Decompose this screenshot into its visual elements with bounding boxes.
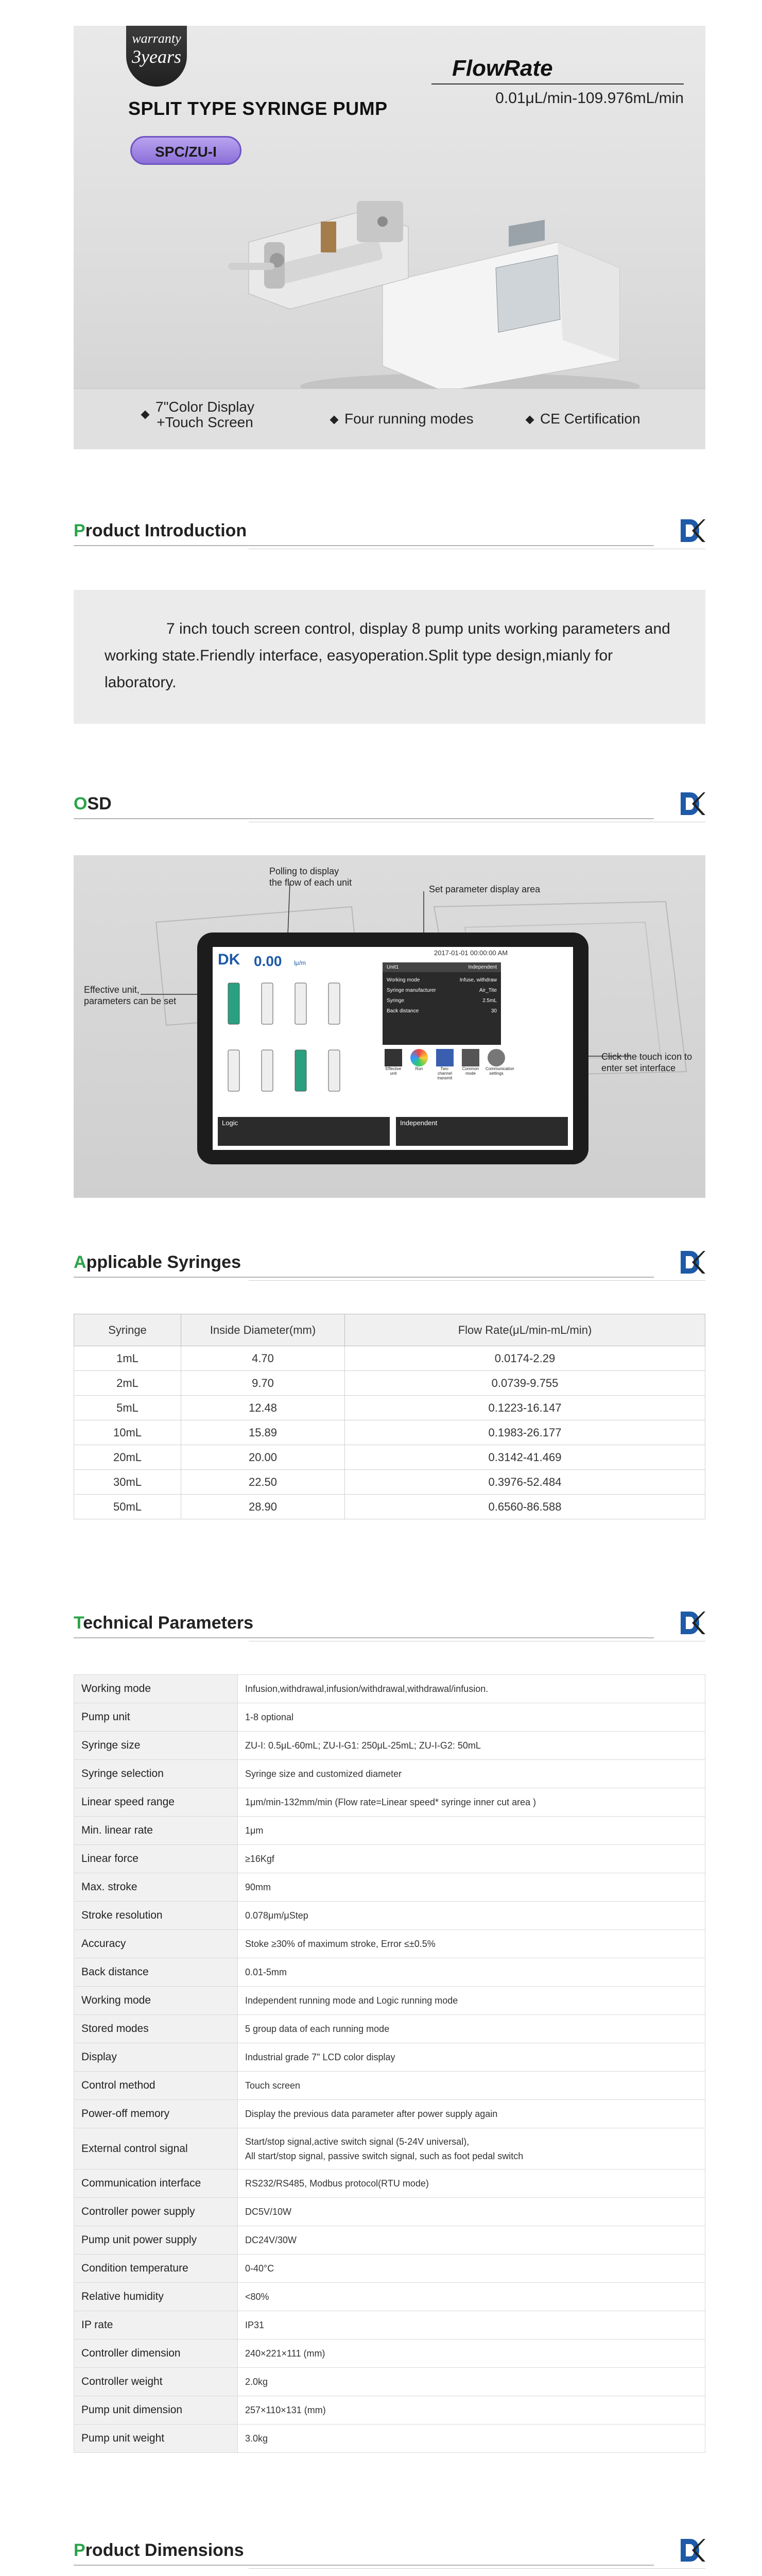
param-name: Condition temperature: [74, 2255, 238, 2283]
callout-polling-line1: Polling to display: [269, 866, 339, 876]
table-row: [74, 2015, 705, 2043]
table-cell: 12.48: [181, 1396, 345, 1420]
table-row: [74, 2072, 705, 2100]
table-row: [74, 1902, 705, 1930]
warranty-word: warranty: [132, 31, 181, 46]
param-value: Touch screen: [238, 2072, 705, 2100]
section-title: [74, 2540, 244, 2561]
table-row: [74, 2368, 705, 2396]
param-value: 3.0kg: [238, 2425, 705, 2453]
syringes-table-body: [74, 1346, 705, 1519]
param-value: 30: [491, 1008, 497, 1014]
table-cell: 0.6560-86.588: [345, 1495, 705, 1519]
param-value: 2.5mL: [482, 998, 497, 1004]
title-initial: A: [74, 1252, 86, 1272]
tablet-screen: [213, 947, 573, 1150]
independent-bar[interactable]: [396, 1117, 568, 1146]
title-initial: O: [74, 794, 88, 814]
param-key: Syringe manufacturer: [387, 988, 436, 993]
table-cell: 10mL: [74, 1420, 181, 1445]
table-cell: 9.70: [181, 1371, 345, 1396]
logic-label: Logic: [222, 1119, 238, 1127]
param-key: Syringe: [387, 998, 404, 1004]
param-unit-label: Unit1: [387, 964, 399, 970]
hero-banner: [74, 26, 705, 449]
feature-bar: [74, 388, 705, 449]
param-value: ZU-I: 0.5μL-60mL; ZU-I-G1: 250μL-25mL; ZU-I-G2: 50mL: [238, 1732, 705, 1760]
flowrate-divider: [431, 83, 684, 84]
param-name: Pump unit: [74, 1703, 238, 1732]
screen-logo-icon: DK: [218, 951, 240, 968]
table-row: [74, 2311, 705, 2340]
feature-display: [142, 399, 254, 430]
title-rest: echnical Parameters: [83, 1613, 254, 1633]
table-cell: 22.50: [181, 1470, 345, 1495]
table-row: [74, 1987, 705, 2015]
column-header: Syringe: [74, 1314, 181, 1346]
callout-polling: [269, 866, 352, 888]
table-row: [74, 1346, 705, 1371]
param-value: ≥16Kgf: [238, 1845, 705, 1873]
callout-set-param: Set parameter display area: [429, 884, 541, 894]
table-row: [74, 2255, 705, 2283]
effective-unit-button[interactable]: [383, 1049, 404, 1080]
icon-label: Common mode: [462, 1066, 479, 1076]
syringe-grid: [218, 978, 372, 1117]
table-cell: 15.89: [181, 1420, 345, 1445]
table-row: [74, 1703, 705, 1732]
param-value: <80%: [238, 2283, 705, 2311]
param-value: 0.078μm/μStep: [238, 1902, 705, 1930]
callout-touch-icon: [601, 1051, 692, 1074]
table-cell: 28.90: [181, 1495, 345, 1519]
param-panel[interactable]: [383, 962, 501, 1045]
section-rule: [74, 2565, 654, 2566]
table-row: [74, 2283, 705, 2311]
table-cell: 2mL: [74, 1371, 181, 1396]
param-name: Controller weight: [74, 2368, 238, 2396]
param-value: Infuse, withdraw: [459, 977, 497, 983]
dk-logo-icon: [679, 790, 705, 817]
feature-modes: [331, 411, 474, 427]
table-row: [74, 1495, 705, 1519]
param-value: Infusion,withdrawal,infusion/withdrawal,withdrawal/infusion.: [238, 1675, 705, 1703]
title-rest: roduct Introduction: [85, 521, 247, 540]
param-name: External control signal: [74, 2128, 238, 2170]
feature-ce: [527, 411, 640, 427]
table-row: [74, 2128, 705, 2170]
table-cell: 0.1223-16.147: [345, 1396, 705, 1420]
param-name: Stroke resolution: [74, 1902, 238, 1930]
screen-datetime: 2017-01-01 00:00:00 AM: [434, 949, 508, 957]
table-row: [74, 2340, 705, 2368]
table-cell: 0.3142-41.469: [345, 1445, 705, 1470]
title-initial: T: [74, 1613, 83, 1633]
title-rest: SD: [87, 794, 112, 814]
table-cell: 20mL: [74, 1445, 181, 1470]
param-value: DC5V/10W: [238, 2198, 705, 2226]
diamond-icon: [526, 415, 534, 424]
table-cell: 5mL: [74, 1396, 181, 1420]
dk-logo-icon: [679, 1249, 705, 1276]
model-badge: SPC/ZU-I: [130, 136, 241, 165]
table-row: [74, 1470, 705, 1495]
table-cell: 0.1983-26.177: [345, 1420, 705, 1445]
independent-label: Independent: [400, 1119, 438, 1127]
tech-params-body: [74, 1675, 705, 2453]
intro-panel: [74, 590, 705, 724]
table-row: [74, 1845, 705, 1873]
param-name: Controller power supply: [74, 2198, 238, 2226]
param-name: Linear speed range: [74, 1788, 238, 1817]
param-name: Min. linear rate: [74, 1817, 238, 1845]
param-name: Power-off memory: [74, 2100, 238, 2128]
section-header-intro: [74, 515, 705, 546]
table-row: [74, 1371, 705, 1396]
table-header-row: [74, 1314, 705, 1346]
table-row: [74, 1760, 705, 1788]
screen-flow-unit: lμ/m: [294, 959, 306, 967]
table-row: [74, 1930, 705, 1958]
table-row: [74, 2100, 705, 2128]
icon-label: Communication settings: [486, 1066, 514, 1076]
table-row: [74, 1788, 705, 1817]
table-row: [74, 1675, 705, 1703]
table-row: [74, 1817, 705, 1845]
param-name: Controller dimension: [74, 2340, 238, 2368]
title-initial: P: [74, 2540, 85, 2560]
param-value: Industrial grade 7" LCD color display: [238, 2043, 705, 2072]
section-title: [74, 794, 112, 814]
syringes-table: [74, 1314, 705, 1519]
icon-label: Two-channel transmit: [437, 1066, 453, 1080]
table-row: [74, 2226, 705, 2255]
section-rule: [74, 818, 654, 819]
section-header-dims: [74, 2535, 705, 2566]
callout-effective: [84, 984, 176, 1007]
param-value: Independent running mode and Logic running mode: [238, 1987, 705, 2015]
param-value: 1μm/min-132mm/min (Flow rate=Linear speed* syringe inner cut area ): [238, 1788, 705, 1817]
flowrate-range: 0.01μL/min-109.976mL/min: [495, 90, 684, 107]
intro-text: 7 inch touch screen control, display 8 pump units working parameters and working state.Friendly interface, easyoperation.Split type design,mianly for laboratory.: [105, 620, 670, 691]
table-row: [74, 2396, 705, 2425]
table-row: [74, 1873, 705, 1902]
table-row: [74, 2198, 705, 2226]
callout-effective-line1: Effective unit,: [84, 985, 140, 995]
tech-params-table: [74, 1674, 705, 2453]
section-header-syringes: [74, 1247, 705, 1278]
pump-product-image: [228, 165, 666, 402]
param-value: Display the previous data parameter after power supply again: [238, 2100, 705, 2128]
table-cell: 0.3976-52.484: [345, 1470, 705, 1495]
callout-touch-line2: enter set interface: [601, 1063, 676, 1073]
table-row: [74, 1396, 705, 1420]
param-name: Working mode: [74, 1987, 238, 2015]
mode-bars: [218, 1117, 568, 1146]
osd-illustration: [74, 855, 705, 1198]
param-mode-label: Independent: [468, 964, 497, 970]
param-value: Air_Tite: [479, 988, 497, 993]
param-name: Control method: [74, 2072, 238, 2100]
param-row: [387, 986, 497, 996]
param-name: Pump unit dimension: [74, 2396, 238, 2425]
param-name: Syringe size: [74, 1732, 238, 1760]
param-name: IP rate: [74, 2311, 238, 2340]
run-button[interactable]: [408, 1049, 430, 1080]
param-name: Back distance: [74, 1958, 238, 1987]
param-value: 2.0kg: [238, 2368, 705, 2396]
param-name: Stored modes: [74, 2015, 238, 2043]
table-row: [74, 1732, 705, 1760]
param-value: Syringe size and customized diameter: [238, 1760, 705, 1788]
table-cell: 30mL: [74, 1470, 181, 1495]
table-row: [74, 2425, 705, 2453]
param-value-line: Start/stop signal,active switch signal (5-24V universal),: [245, 2136, 470, 2147]
screen-flow-value: 0.00: [254, 953, 282, 969]
section-header-osd: [74, 788, 705, 819]
param-value: RS232/RS485, Modbus protocol(RTU mode): [238, 2170, 705, 2198]
feature-modes-text: Four running modes: [344, 411, 474, 427]
table-cell: 4.70: [181, 1346, 345, 1371]
param-value: DC24V/30W: [238, 2226, 705, 2255]
param-value: IP31: [238, 2311, 705, 2340]
diamond-icon: [141, 411, 150, 419]
common-mode-button[interactable]: [460, 1049, 481, 1080]
param-name: Pump unit power supply: [74, 2226, 238, 2255]
dk-logo-icon: [679, 517, 705, 544]
param-value-line: All start/stop signal, passive switch signal, such as foot pedal switch: [245, 2150, 524, 2161]
param-value: 240×221×111 (mm): [238, 2340, 705, 2368]
callout-polling-line2: the flow of each unit: [269, 877, 352, 888]
param-value: 1μm: [238, 1817, 705, 1845]
param-name: Pump unit weight: [74, 2425, 238, 2453]
warranty-badge: [126, 26, 187, 87]
section-rule-thin: [249, 1280, 705, 1281]
product-title: SPLIT TYPE SYRINGE PUMP: [128, 98, 388, 119]
param-name: Working mode: [74, 1675, 238, 1703]
param-row: [387, 975, 497, 986]
title-initial: P: [74, 521, 85, 540]
title-rest: roduct Dimensions: [85, 2540, 244, 2560]
section-rule-thin: [249, 2568, 705, 2569]
feature-display-line1: 7"Color Display: [155, 399, 255, 415]
icon-label: Run: [415, 1066, 423, 1071]
param-name: Accuracy: [74, 1930, 238, 1958]
flowrate-label: FlowRate: [452, 56, 553, 81]
table-row: [74, 1445, 705, 1470]
param-value: Stoke ≥30% of maximum stroke, Error ≤±0.5%: [238, 1930, 705, 1958]
section-rule: [74, 545, 654, 546]
param-name: Communication interface: [74, 2170, 238, 2198]
param-value: 0.01-5mm: [238, 1958, 705, 1987]
tablet-device: [197, 933, 588, 1164]
param-name: Display: [74, 2043, 238, 2072]
table-cell: 0.0174-2.29: [345, 1346, 705, 1371]
table-cell: 0.0739-9.755: [345, 1371, 705, 1396]
section-rule: [74, 1277, 654, 1278]
warranty-years: 3years: [132, 46, 181, 67]
param-value: 257×110×131 (mm): [238, 2396, 705, 2425]
table-row: [74, 2043, 705, 2072]
column-header: Inside Diameter(mm): [181, 1314, 345, 1346]
param-key: Back distance: [387, 1008, 419, 1014]
dk-logo-icon: [679, 1609, 705, 1636]
param-value: 1-8 optional: [238, 1703, 705, 1732]
icon-label: Effective unit: [385, 1066, 402, 1076]
param-name: Max. stroke: [74, 1873, 238, 1902]
table-cell: 1mL: [74, 1346, 181, 1371]
column-header: Flow Rate(μL/min-mL/min): [345, 1314, 705, 1346]
param-name: Linear force: [74, 1845, 238, 1873]
logic-bar[interactable]: [218, 1117, 390, 1146]
callout-touch-line1: Click the touch icon to: [601, 1052, 692, 1062]
dk-logo-icon: [679, 2537, 705, 2564]
function-icons: [383, 1049, 514, 1080]
table-row: [74, 2170, 705, 2198]
table-cell: 20.00: [181, 1445, 345, 1470]
section-title: [74, 1613, 253, 1633]
transmit-button[interactable]: [434, 1049, 456, 1080]
param-value: [238, 2128, 705, 2170]
section-header-tech: [74, 1607, 705, 1638]
comm-settings-button[interactable]: [486, 1049, 514, 1080]
param-name: Relative humidity: [74, 2283, 238, 2311]
feature-ce-text: CE Certification: [540, 411, 640, 427]
section-title: [74, 1252, 241, 1273]
param-key: Working mode: [387, 977, 420, 983]
table-cell: 50mL: [74, 1495, 181, 1519]
title-rest: pplicable Syringes: [86, 1252, 241, 1272]
section-rule: [74, 1637, 654, 1638]
param-value: 90mm: [238, 1873, 705, 1902]
param-value: 0-40°C: [238, 2255, 705, 2283]
callout-effective-line2: parameters can be set: [84, 996, 177, 1006]
feature-display-line2: +Touch Screen: [157, 414, 253, 430]
section-title: [74, 521, 247, 541]
param-name: Syringe selection: [74, 1760, 238, 1788]
param-row: [387, 996, 497, 1006]
diamond-icon: [330, 415, 339, 424]
syringe-icon: [228, 983, 340, 1091]
table-row: [74, 1958, 705, 1987]
param-value: 5 group data of each running mode: [238, 2015, 705, 2043]
table-row: [74, 1420, 705, 1445]
param-row: [387, 1006, 497, 1016]
